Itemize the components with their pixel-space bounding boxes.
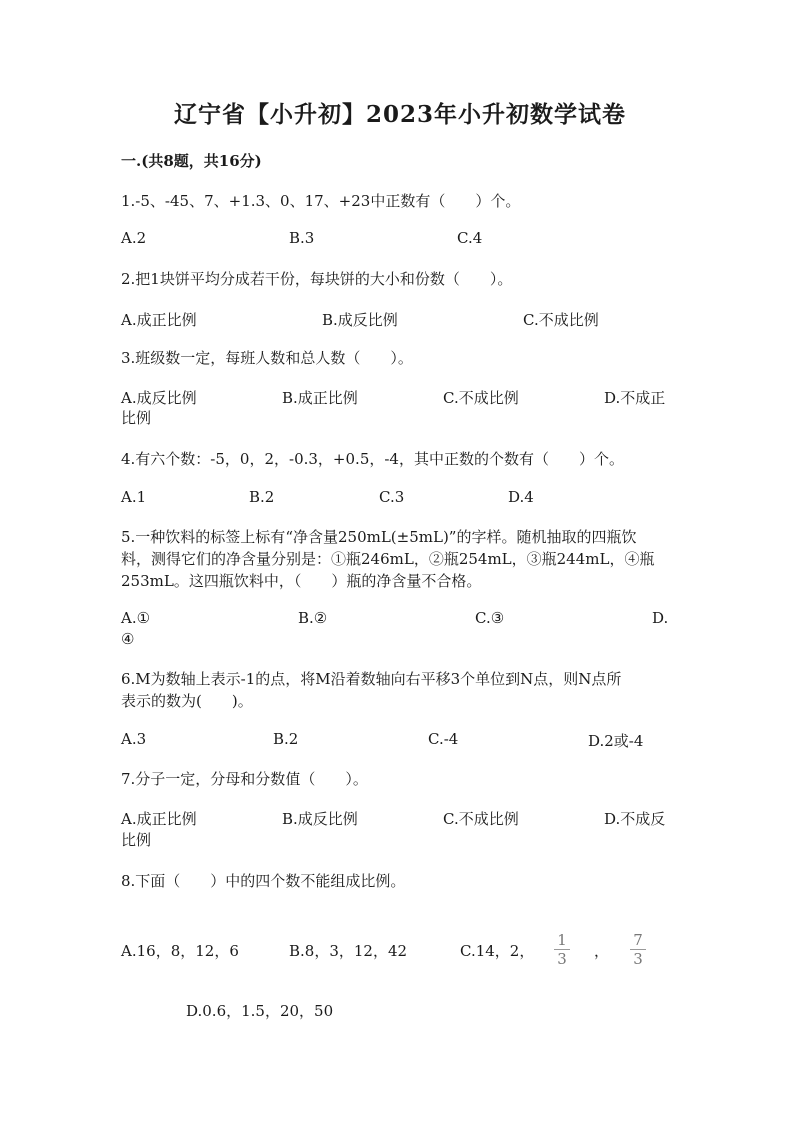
- fraction-2-numerator: 7: [633, 931, 643, 949]
- question-8-fraction-2: [628, 932, 648, 967]
- question-6-option-c: C.-4: [428, 730, 459, 748]
- question-8-option-d: D.0.6，1.5，20，50: [186, 1002, 334, 1020]
- section-heading: 一.(共8题，共16分): [121, 152, 262, 170]
- question-2-stem: 2.把1块饼平均分成若干份，每块饼的大小和份数（ ）。: [121, 270, 513, 288]
- question-1-option-b: B.3: [289, 229, 315, 247]
- question-4-stem: 4.有六个数：-5，0，2，-0.3，+0.5，-4，其中正数的个数有（ ）个。: [121, 450, 624, 468]
- question-4-option-b: B.2: [249, 488, 275, 506]
- question-5-option-b: B.②: [298, 609, 328, 627]
- question-8-fraction-1: [552, 932, 572, 967]
- question-5-option-d-wrap: ④: [121, 630, 135, 648]
- question-6-option-b: B.2: [273, 730, 299, 748]
- question-7-stem: 7.分子一定，分母和分数值（ ）。: [121, 770, 368, 788]
- question-8-separator: ，: [594, 942, 610, 960]
- question-4-option-c: C.3: [379, 488, 405, 506]
- question-6-stem-line-2: 表示的数为( )。: [121, 692, 253, 710]
- question-2-option-c: C.不成比例: [523, 311, 599, 329]
- question-6-option-a: A.3: [121, 730, 147, 748]
- fraction-2-denominator: 3: [633, 950, 643, 968]
- question-4-option-a: A.1: [121, 488, 147, 506]
- question-5-stem-line-1: 5.一种饮料的标签上标有“净含量250mL(±5mL)”的字样。随机抽取的四瓶饮: [121, 528, 637, 546]
- question-3-option-d: D.不成正: [604, 389, 666, 407]
- question-2-option-b: B.成反比例: [322, 311, 398, 329]
- question-5-option-c: C.③: [475, 609, 505, 627]
- question-5-option-d: D.: [652, 609, 669, 627]
- question-1-option-c: C.4: [457, 229, 483, 247]
- fraction-1-denominator: 3: [557, 950, 567, 968]
- question-3-option-b: B.成正比例: [282, 389, 358, 407]
- question-1-stem: 1.-5、-45、7、+1.3、0、17、+23中正数有（ ）个。: [121, 192, 521, 210]
- question-2-option-a: A.成正比例: [121, 311, 197, 329]
- question-3-option-c: C.不成比例: [443, 389, 519, 407]
- question-5-stem-line-2: 料，测得它们的净含量分别是：①瓶246mL，②瓶254mL，③瓶244mL，④瓶: [121, 550, 655, 568]
- question-4-option-d: D.4: [508, 488, 534, 506]
- question-5-option-a: A.①: [121, 609, 151, 627]
- fraction-1-numerator: 1: [557, 931, 567, 949]
- question-8-stem: 8.下面（ ）中的四个数不能组成比例。: [121, 872, 406, 890]
- question-3-stem: 3.班级数一定，每班人数和总人数（ ）。: [121, 349, 413, 367]
- question-1-option-a: A.2: [121, 229, 147, 247]
- question-8-option-c: C.14，2，: [460, 942, 535, 960]
- question-7-option-c: C.不成比例: [443, 810, 519, 828]
- question-7-option-d-wrap: 比例: [121, 831, 152, 849]
- question-8-option-a: A.16，8，12，6: [121, 942, 239, 960]
- question-3-option-a: A.成反比例: [121, 389, 197, 407]
- question-5-stem-line-3: 253mL。这四瓶饮料中，（ ）瓶的净含量不合格。: [121, 572, 482, 590]
- page-title: 辽宁省【小升初】2023年小升初数学试卷: [173, 101, 626, 128]
- question-7-option-a: A.成正比例: [121, 810, 197, 828]
- question-7-option-b: B.成反比例: [282, 810, 358, 828]
- question-7-option-d: D.不成反: [604, 810, 666, 828]
- question-6-option-d: D.2或-4: [588, 732, 644, 750]
- question-8-option-b: B.8，3，12，42: [289, 942, 408, 960]
- question-3-option-d-wrap: 比例: [121, 409, 152, 427]
- question-6-stem-line-1: 6.M为数轴上表示-1的点，将M沿着数轴向右平移3个单位到N点，则N点所: [121, 670, 622, 688]
